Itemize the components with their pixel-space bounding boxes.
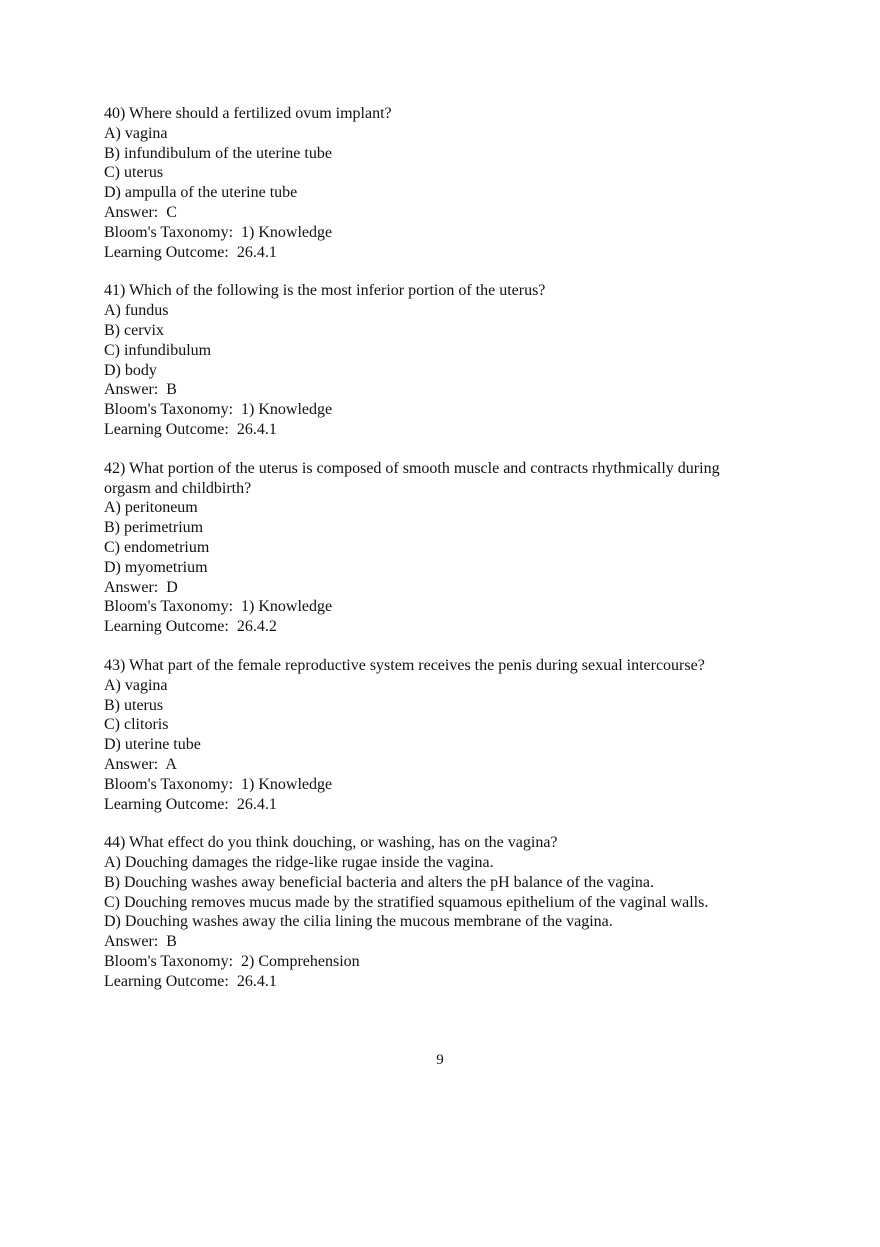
question-stem-continued: orgasm and childbirth?: [104, 479, 252, 497]
option-b: B) Douching washes away beneficial bacteria and alters the pH balance of the vagina.: [104, 873, 654, 891]
answer: Answer: B: [104, 381, 177, 399]
option-c: C) endometrium: [104, 538, 210, 556]
option-d: D) body: [104, 361, 157, 379]
learning-outcome: Learning Outcome: 26.4.1: [104, 420, 277, 438]
question-stem: 41) Which of the following is the most inferior portion of the uterus?: [104, 282, 546, 300]
option-d: D) uterine tube: [104, 736, 201, 754]
question-stem: 43) What part of the female reproductive system receives the penis during sexual intercourse?: [104, 656, 705, 674]
option-a: A) Douching damages the ridge-like rugae inside the vagina.: [104, 854, 494, 872]
option-c: C) clitoris: [104, 716, 169, 734]
answer: Answer: A: [104, 755, 177, 773]
option-d: D) Douching washes away the cilia lining the mucous membrane of the vagina.: [104, 913, 613, 931]
learning-outcome: Learning Outcome: 26.4.2: [104, 618, 277, 636]
blooms-taxonomy: Bloom's Taxonomy: 2) Comprehension: [104, 953, 360, 971]
page-number: 9: [436, 1052, 444, 1068]
option-d: D) myometrium: [104, 558, 208, 576]
question-43: [104, 656, 804, 814]
question-stem: 40) Where should a fertilized ovum implant?: [104, 105, 392, 122]
learning-outcome: Learning Outcome: 26.4.1: [104, 972, 277, 990]
question-stem: 44) What effect do you think douching, or washing, has on the vagina?: [104, 834, 558, 852]
blooms-taxonomy: Bloom's Taxonomy: 1) Knowledge: [104, 223, 333, 241]
option-a: A) peritoneum: [104, 499, 198, 517]
document-page: [104, 104, 804, 1011]
option-b: B) perimetrium: [104, 519, 204, 537]
question-44: [104, 833, 804, 991]
blooms-taxonomy: Bloom's Taxonomy: 1) Knowledge: [104, 401, 333, 419]
option-c: C) uterus: [104, 164, 164, 182]
question-42: [104, 459, 804, 637]
option-a: A) fundus: [104, 302, 169, 320]
option-a: A) vagina: [104, 676, 168, 694]
option-b: B) infundibulum of the uterine tube: [104, 144, 332, 162]
answer: Answer: D: [104, 578, 178, 596]
answer: Answer: C: [104, 203, 177, 221]
option-c: C) Douching removes mucus made by the stratified squamous epithelium of the vaginal walls.: [104, 893, 709, 911]
question-41: [104, 281, 804, 439]
blooms-taxonomy: Bloom's Taxonomy: 1) Knowledge: [104, 598, 333, 616]
question-stem: 42) What portion of the uterus is composed of smooth muscle and contracts rhythmically during: [104, 459, 720, 477]
option-c: C) infundibulum: [104, 341, 212, 359]
question-40: [104, 104, 804, 262]
learning-outcome: Learning Outcome: 26.4.1: [104, 795, 277, 813]
blooms-taxonomy: Bloom's Taxonomy: 1) Knowledge: [104, 775, 333, 793]
option-d: D) ampulla of the uterine tube: [104, 184, 298, 202]
option-b: B) uterus: [104, 696, 164, 714]
learning-outcome: Learning Outcome: 26.4.1: [104, 243, 277, 261]
answer: Answer: B: [104, 933, 177, 951]
option-a: A) vagina: [104, 124, 168, 142]
option-b: B) cervix: [104, 321, 164, 339]
